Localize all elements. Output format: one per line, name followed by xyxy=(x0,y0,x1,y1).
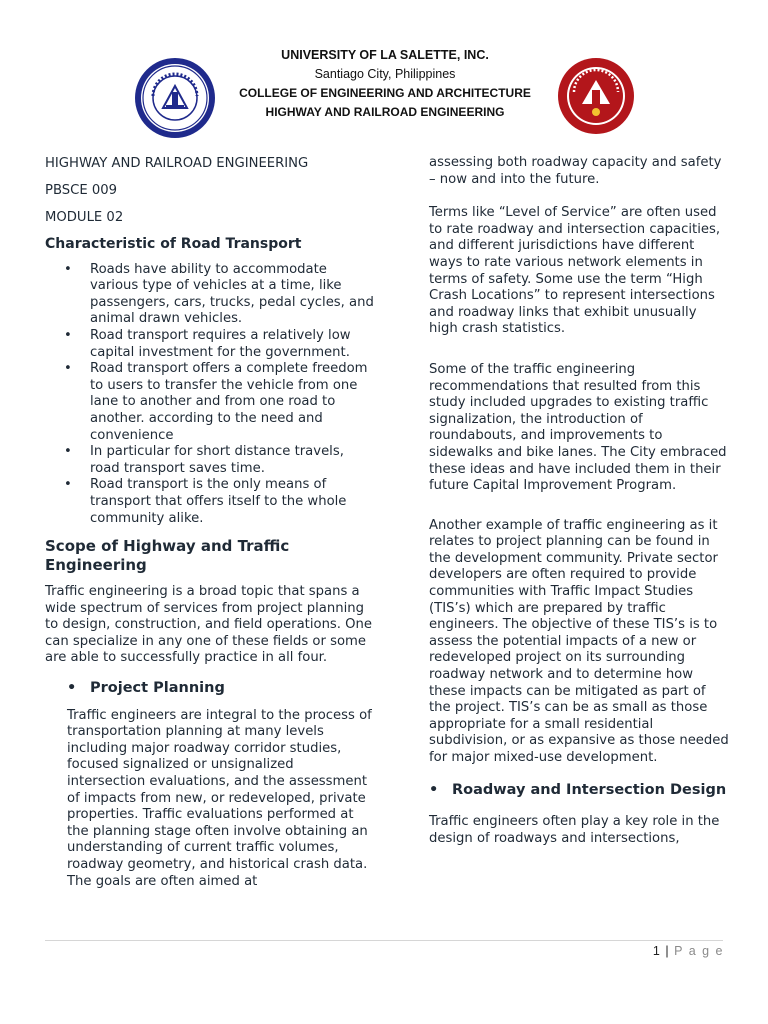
scope-heading: Scope of Highway and Traffic Engineering xyxy=(45,537,290,574)
left-column xyxy=(45,155,375,890)
university-seal-icon xyxy=(133,56,217,140)
development-paragraph: Another example of traffic engineering as it relates to project planning can be found in the development community. Private sector developers are often required to provide communities with Traffic Impact Studies (TIS’s) which are prepared by traffic engineers. The objective of these TIS’s is to assess the potential impacts of a new or redeveloped project on its surrounding roadway network and to determine how these impacts can be mitigated as part of the project. TIS’s can be as small as those appropriate for a small residential subdivision, or as expansive as those needed for major mixed-use development. xyxy=(429,517,729,765)
level-of-service-paragraph: Terms like “Level of Service” are often used to rate roadway and intersection capacities, and different jurisdictions have different ways to rate various network elements in terms of safety. Some use the term “High Crash Locations” to represent intersections and roadway links that exhibit unusually high crash statistics. xyxy=(429,205,721,337)
college-engineering-seal-icon xyxy=(556,56,636,136)
list-item: • In particular for short distance travels, road transport saves time. xyxy=(64,444,344,476)
course-code-line: PBSCE 009 xyxy=(45,183,118,198)
characteristics-list xyxy=(45,262,375,528)
capacity-paragraph: assessing both roadway capacity and safety – now and into the future. xyxy=(429,155,722,187)
list-item: • Road transport is the only means of transport that offers itself to the whole community alike. xyxy=(64,477,347,526)
project-planning-paragraph: Traffic engineers are integral to the process of transportation planning at many levels including major roadway corridor studies, focused signalized or unsignalized intersection evaluations, and the assessment of impacts from new, or redeveloped, private properties. Traffic evaluations performed at the planning stage often involve obtaining an understanding of current traffic volumes, roadway geometry, and historical crash data. The goals are often aimed at xyxy=(67,707,372,889)
page-label: P a g e xyxy=(674,944,724,958)
header-text-block xyxy=(220,46,550,122)
university-location: Santiago City, Philippines xyxy=(314,67,456,81)
course-title: HIGHWAY AND RAILROAD ENGINEERING xyxy=(265,105,505,119)
characteristic-heading: Characteristic of Road Transport xyxy=(45,236,302,252)
footer-separator: | xyxy=(665,944,671,958)
module-line: MODULE 02 xyxy=(45,210,124,225)
university-name: UNIVERSITY OF LA SALETTE, INC. xyxy=(281,48,489,62)
list-item: • Roads have ability to accommodate various type of vehicles at a time, like passengers, cars, trucks, pedal cycles, and animal drawn vehicles. xyxy=(64,261,374,327)
list-item: • Road transport requires a relatively low capital investment for the government. xyxy=(64,327,351,360)
recommendations-paragraph: Some of the traffic engineering recommendations that resulted from this study included upgrades to existing traffic signalization, the introduction of roundabouts, and improvements to sidewalks and bike lanes. The City embraced these ideas and have included them in their future Capital Improvement Program. xyxy=(429,361,727,494)
course-name-line: HIGHWAY AND RAILROAD ENGINEERING xyxy=(45,156,309,171)
scope-paragraph: Traffic engineering is a broad topic that spans a wide spectrum of services from project planning to design, construction, and field operations. One can specialize in any one of these fields or some are able to successfully practice in all four. xyxy=(45,584,373,666)
design-paragraph: Traffic engineers often play a key role in the design of roadways and intersections, xyxy=(429,814,720,846)
college-name: COLLEGE OF ENGINEERING AND ARCHITECTURE xyxy=(239,86,531,100)
footer-divider xyxy=(45,940,723,941)
project-planning-heading: • Project Planning xyxy=(67,680,225,697)
page-footer xyxy=(653,944,724,958)
list-item: • Road transport offers a complete freedom to users to transfer the vehicle from one lane to another and from one road to another. according to the need and convenience xyxy=(64,361,368,443)
right-column xyxy=(429,155,729,847)
document-header xyxy=(0,38,768,148)
page-number: 1 xyxy=(652,944,662,958)
roadway-design-heading: • Roadway and Intersection Design xyxy=(429,781,727,798)
